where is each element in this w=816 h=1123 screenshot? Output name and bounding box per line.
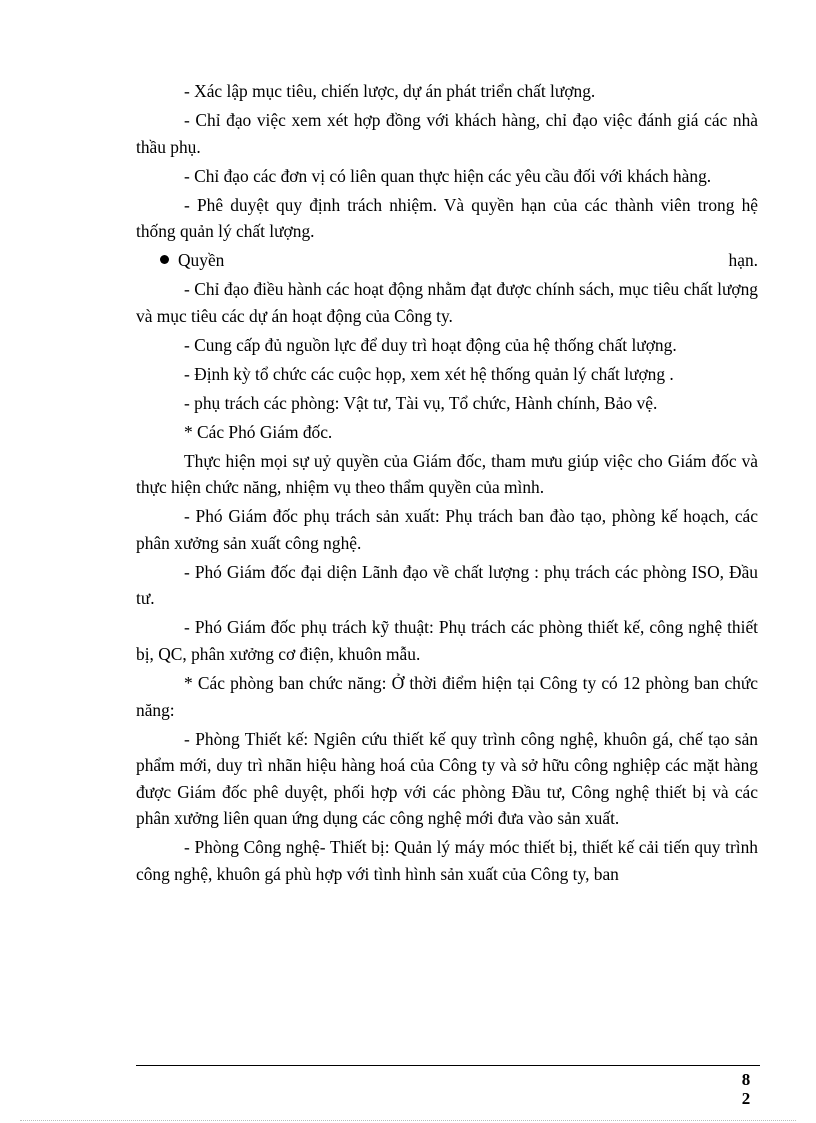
- bullet-text: Quyền hạn.: [178, 250, 758, 271]
- paragraph: - Phòng Công nghệ- Thiết bị: Quản lý máy móc thiết bị, thiết kế cải tiến quy trình công nghệ, khuôn gá phù hợp với tình hình sản xuất của Công ty, ban: [136, 837, 758, 884]
- paragraph: - phụ trách các phòng: Vật tư, Tài vụ, Tổ chức, Hành chính, Bảo vệ.: [184, 392, 658, 413]
- paragraph: - Cung cấp đủ nguồn lực để duy trì hoạt động của hệ thống chất lượng.: [184, 334, 677, 355]
- bullet-dot-icon: [160, 255, 169, 264]
- page-bottom-border: [20, 1120, 796, 1121]
- paragraph: - Phê duyệt quy định trách nhiệm. Và quyền hạn của các thành viên trong hệ thống quản lý chất lượng.: [136, 194, 758, 242]
- paragraph: - Phó Giám đốc phụ trách sản xuất: Phụ trách ban đào tạo, phòng kế hoạch, các phân xưởng sản xuất công nghệ.: [136, 506, 758, 553]
- page-number-digit: 2: [741, 1089, 751, 1108]
- section-heading: * Các Phó Giám đốc.: [184, 421, 333, 442]
- paragraph: - Phòng Thiết kế: Ngiên cứu thiết kế quy trình công nghệ, khuôn gá, chế tạo sản phẩm mới, duy trì nhãn hiệu hàng hoá của Công ty và sở hữu công nghiệp các mặt hàng được Giám đốc phê duyệt, phối hợp với các phòng Đầu tư, Công nghệ thiết bị và các phân xưởng liên quan ứng dụng các công nghệ mới đưa vào sản xuất.: [136, 728, 758, 829]
- paragraph: - Xác lập mục tiêu, chiến lược, dự án phát triển chất lượng.: [184, 81, 596, 101]
- page-number: [738, 1070, 754, 1108]
- footer-rule: [136, 1065, 760, 1066]
- paragraph: - Chỉ đạo việc xem xét hợp đồng với khách hàng, chỉ đạo việc đánh giá các nhà thầu phụ.: [136, 109, 758, 157]
- section-heading: * Các phòng ban chức năng: Ở thời điểm hiện tại Công ty có 12 phòng ban chức năng:: [136, 672, 758, 720]
- bullet-item: [136, 247, 758, 274]
- paragraph: Thực hiện mọi sự uỷ quyền của Giám đốc, tham mưu giúp việc cho Giám đốc và thực hiện chức năng, nhiệm vụ theo thẩm quyền của mình.: [136, 450, 758, 498]
- paragraph: - Định kỳ tổ chức các cuộc họp, xem xét hệ thống quản lý chất lượng .: [184, 363, 674, 384]
- page-number-digit: 8: [741, 1070, 751, 1089]
- paragraph: - Chỉ đạo điều hành các hoạt động nhằm đạt được chính sách, mục tiêu chất lượng và mục tiêu các dự án hoạt động của Công ty.: [136, 279, 758, 326]
- paragraph: - Phó Giám đốc đại diện Lãnh đạo về chất lượng : phụ trách các phòng ISO, Đầu tư.: [136, 561, 758, 609]
- body-text: [136, 78, 758, 890]
- paragraph: - Phó Giám đốc phụ trách kỹ thuật: Phụ trách các phòng thiết kế, công nghệ thiết bị, QC, phân xưởng cơ điện, khuôn mẫu.: [136, 617, 758, 664]
- paragraph: - Chỉ đạo các đơn vị có liên quan thực hiện các yêu cầu đối với khách hàng.: [184, 165, 712, 186]
